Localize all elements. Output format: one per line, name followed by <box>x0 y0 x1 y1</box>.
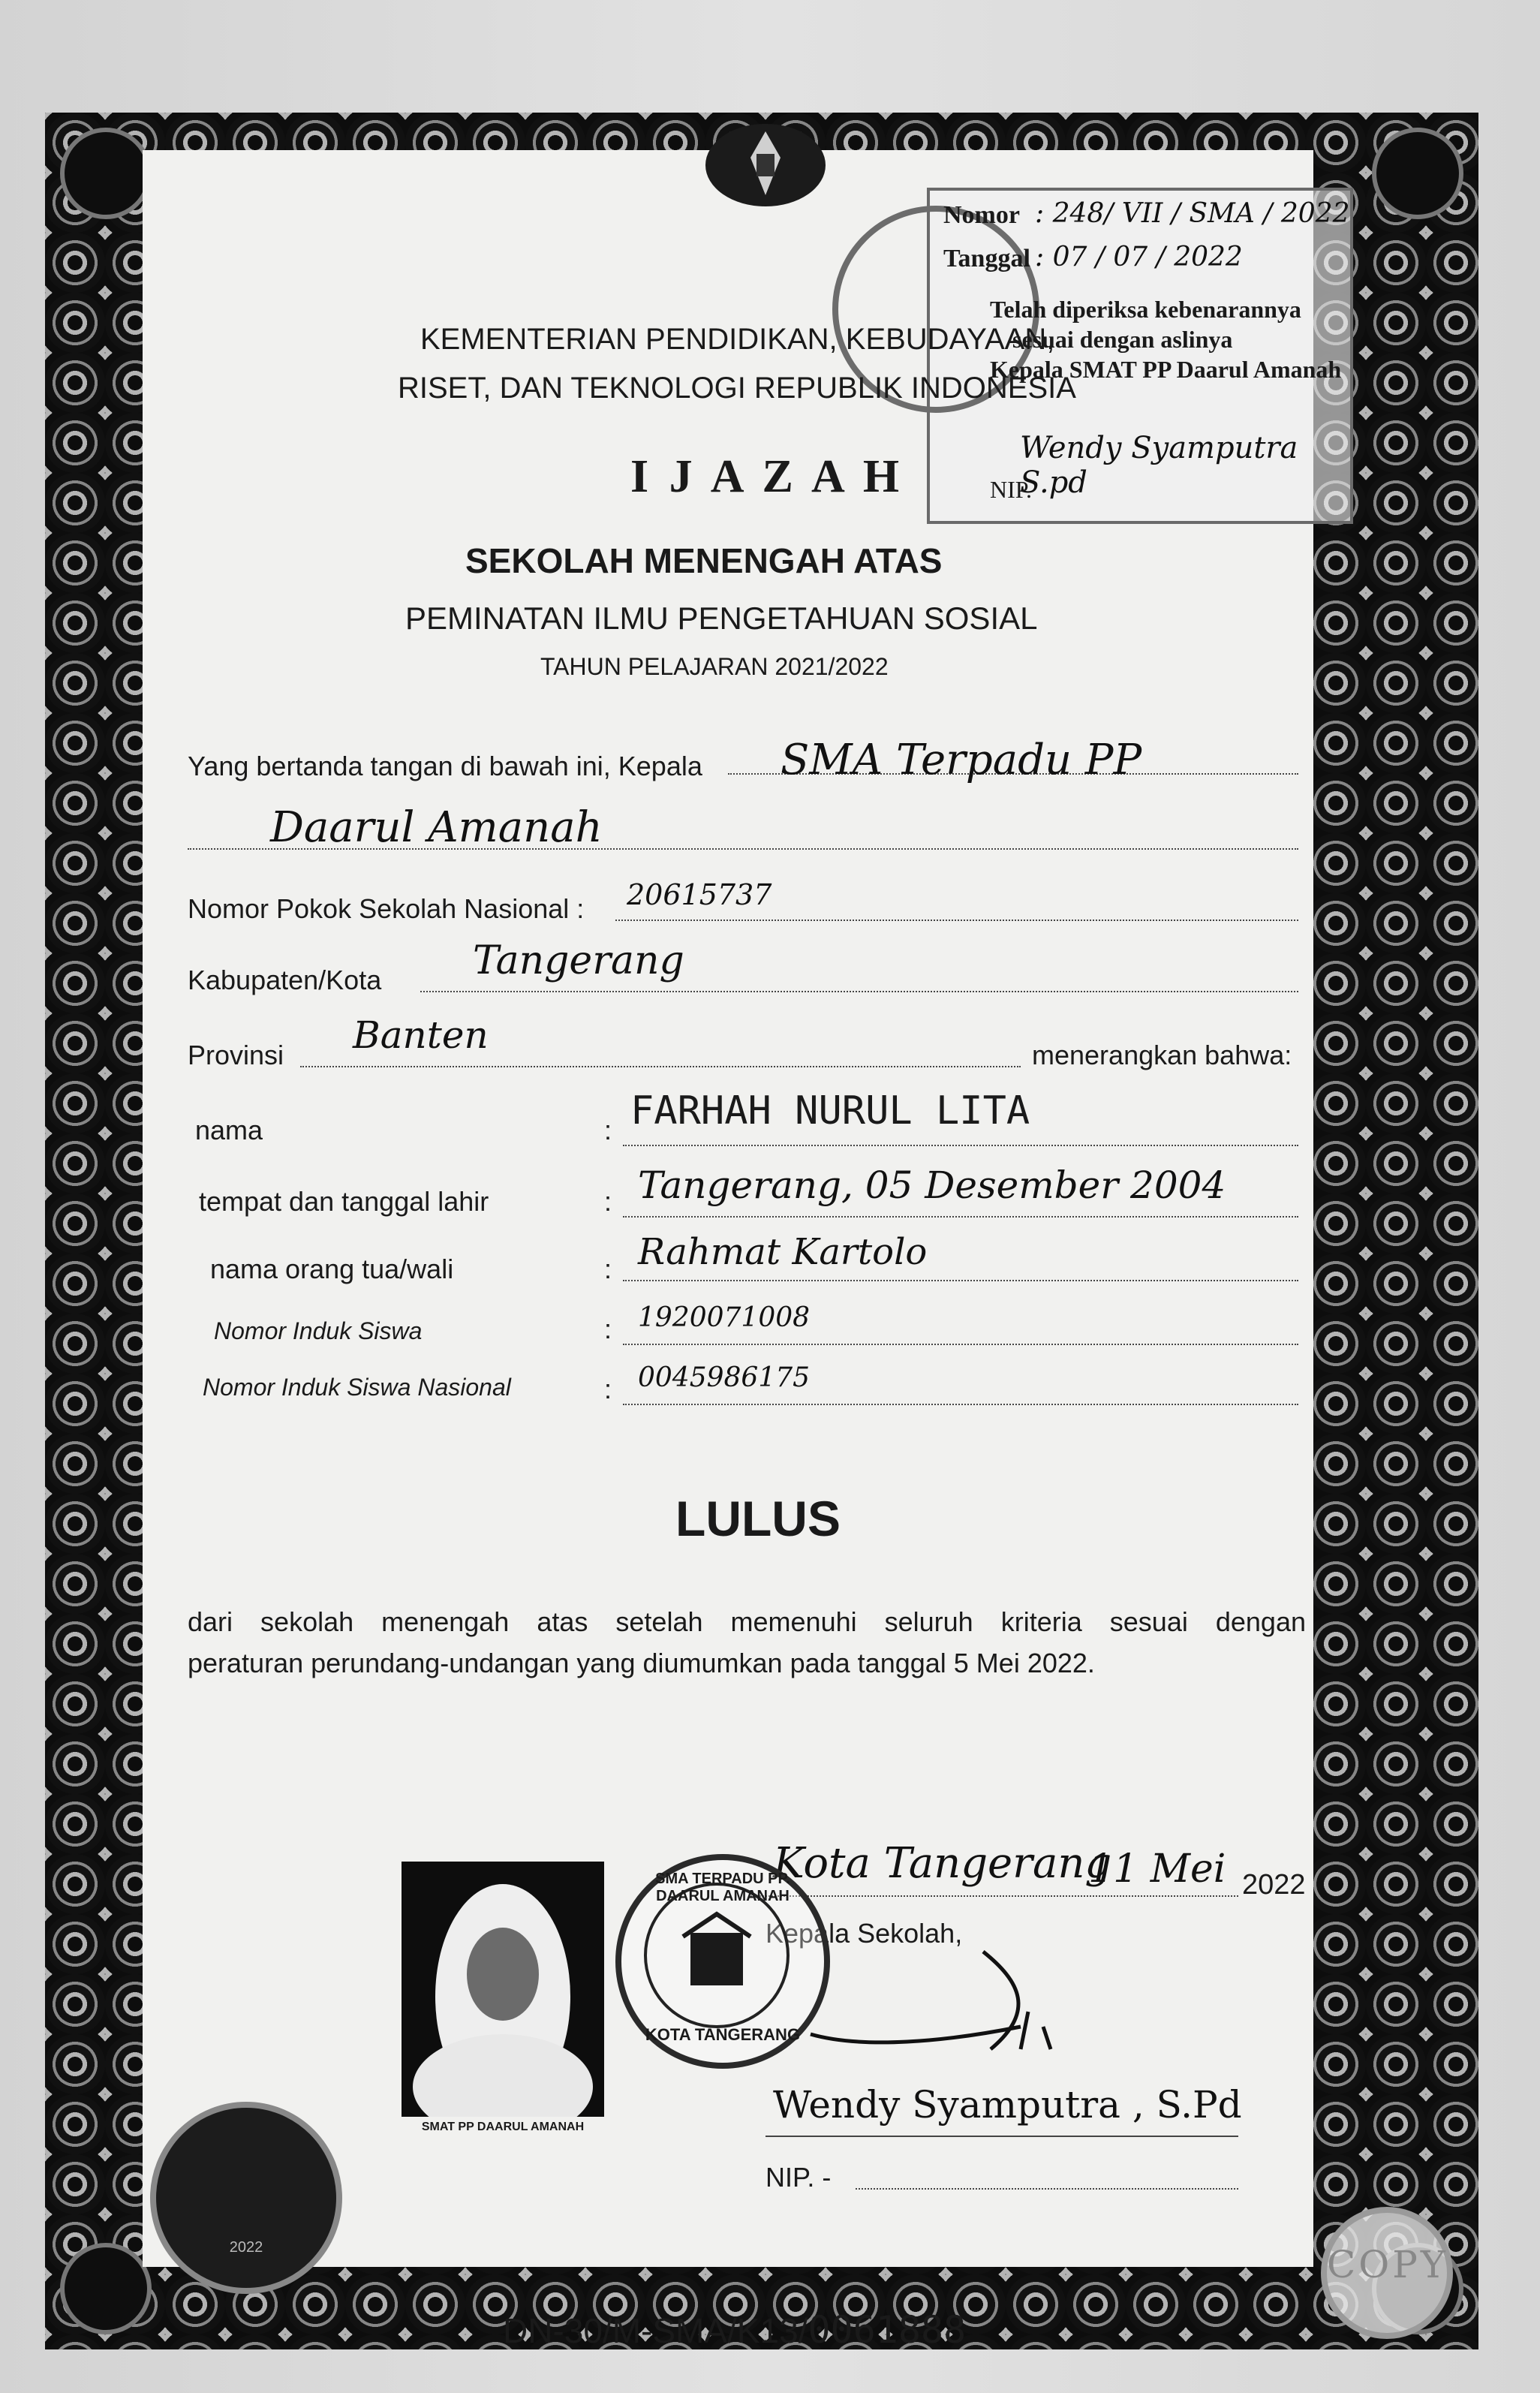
document-title: I J A Z A H <box>630 451 904 502</box>
school-name-1: SMA Terpadu PP <box>781 736 1142 784</box>
serial-number-value: 0061888 <box>808 2308 967 2352</box>
ortu-value: Rahmat Kartolo <box>638 1231 928 1273</box>
corner-ornament-top-right <box>1372 128 1463 219</box>
corner-ornament-bottom-left <box>60 2243 152 2334</box>
signing-place: Kota Tangerang <box>773 1839 1112 1888</box>
intro-text: Yang bertanda tangan di bawah ini, Kepala <box>188 751 702 781</box>
school-seal <box>615 1854 830 2069</box>
garuda-emblem-icon <box>698 113 833 210</box>
school-seal-text: SMA TERPADU PP. DAARUL AMANAH <box>655 1871 790 1904</box>
ministry-line-1: KEMENTERIAN PENDIDIKAN, KEBUDAYAAN, <box>420 323 1055 356</box>
nama-label: nama <box>195 1115 263 1145</box>
signer-name: Wendy Syamputra , S.Pd <box>773 2083 1242 2127</box>
stamp-tanggal-value: : 07 / 07 / 2022 <box>1035 242 1243 272</box>
program: PEMINATAN ILMU PENGETAHUAN SOSIAL <box>405 601 1038 636</box>
serial-number <box>503 2308 966 2352</box>
signing-day-month: 11 Mei <box>1088 1847 1226 1892</box>
principal-signature <box>796 1937 1066 2072</box>
signer-nip: NIP. - <box>765 2162 832 2193</box>
ortu-label: nama orang tua/wali <box>210 1254 454 1284</box>
kabupaten-value: Tangerang <box>473 938 684 983</box>
nama-line <box>623 1145 1298 1146</box>
stamp-line2: sesuai dengan aslinya <box>1012 326 1233 353</box>
nis-line <box>623 1344 1298 1345</box>
menerangkan-text: menerangkan bahwa: <box>1032 1040 1292 1070</box>
nis-value: 1920071008 <box>638 1302 811 1333</box>
stamp-nomor-value: : 248/ VII / SMA / 2022 <box>1035 198 1350 229</box>
ttl-value: Tangerang, 05 Desember 2004 <box>638 1163 1226 1207</box>
nama-value: FARHAH NURUL LITA <box>630 1088 1030 1133</box>
stamp-nomor-label: Nomor <box>943 201 1020 229</box>
signing-year: 2022 <box>1242 1869 1306 1901</box>
bottom-emblem <box>150 2102 342 2294</box>
nisn-colon: : <box>604 1374 612 1404</box>
nama-colon: : <box>604 1115 612 1145</box>
stamp-line1: Telah diperiksa kebenarannya <box>990 296 1301 323</box>
stamp-tanggal-label: Tanggal <box>943 245 1030 272</box>
nip-line <box>856 2188 1238 2190</box>
nisn-value: 0045986175 <box>638 1362 811 1393</box>
photo-caption: SMAT PP DAARUL AMANAH <box>421 2121 585 2133</box>
copy-stamp <box>1321 2207 1453 2339</box>
nisn-line <box>623 1404 1298 1405</box>
npsn-value: 20615737 <box>627 878 772 911</box>
nisn-label: Nomor Induk Siswa Nasional <box>203 1374 511 1401</box>
stamp-line3: Kepala SMAT PP Daarul Amanah <box>990 356 1342 383</box>
corner-ornament-top-left <box>60 128 152 219</box>
school-seal-city: KOTA TANGERANG <box>645 2025 801 2044</box>
bottom-emblem-year: 2022 <box>229 2239 263 2256</box>
school-level: SEKOLAH MENENGAH ATAS <box>465 541 943 580</box>
student-photo <box>402 1862 604 2133</box>
ortu-colon: : <box>604 1254 612 1284</box>
ttl-label: tempat dan tanggal lahir <box>199 1186 489 1217</box>
statement-line-1: dari sekolah menengah atas setelah memenuhi seluruh kriteria sesuai dengan <box>188 1606 1306 1637</box>
ortu-line <box>623 1280 1298 1281</box>
graduation-result: LULUS <box>675 1491 841 1546</box>
ttl-line <box>623 1216 1298 1218</box>
statement-line-2: peraturan perundang-undangan yang diumumkan pada tanggal 5 Mei 2022. <box>188 1648 1095 1678</box>
npsn-label: Nomor Pokok Sekolah Nasional : <box>188 893 585 924</box>
npsn-line <box>615 920 1298 921</box>
stamp-nip-label: NIP. <box>990 476 1033 503</box>
provinsi-label: Provinsi <box>188 1040 284 1070</box>
ttl-colon: : <box>604 1186 612 1217</box>
copy-stamp-text: COPY <box>1327 2243 1448 2286</box>
date-line <box>750 1895 1238 1897</box>
provinsi-value: Banten <box>353 1013 489 1057</box>
nis-label: Nomor Induk Siswa <box>214 1317 423 1344</box>
signer-title: Kepala Sekolah, <box>765 1918 963 1949</box>
nis-colon: : <box>604 1314 612 1344</box>
kabupaten-line <box>420 991 1298 992</box>
kabupaten-label: Kabupaten/Kota <box>188 965 382 995</box>
ministry-line-2: RISET, DAN TEKNOLOGI REPUBLIK INDONESIA <box>398 372 1076 405</box>
signer-name-line <box>765 2136 1238 2137</box>
academic-year: TAHUN PELAJARAN 2021/2022 <box>540 653 889 680</box>
student-photo-image <box>402 1862 604 2117</box>
school-name-2: Daarul Amanah <box>270 803 603 852</box>
provinsi-line <box>300 1066 1021 1067</box>
stamp-signature: Wendy Syamputra S.pd <box>1020 431 1298 500</box>
serial-prefix: DN-30/M-SMA/K13/ <box>503 2311 808 2350</box>
